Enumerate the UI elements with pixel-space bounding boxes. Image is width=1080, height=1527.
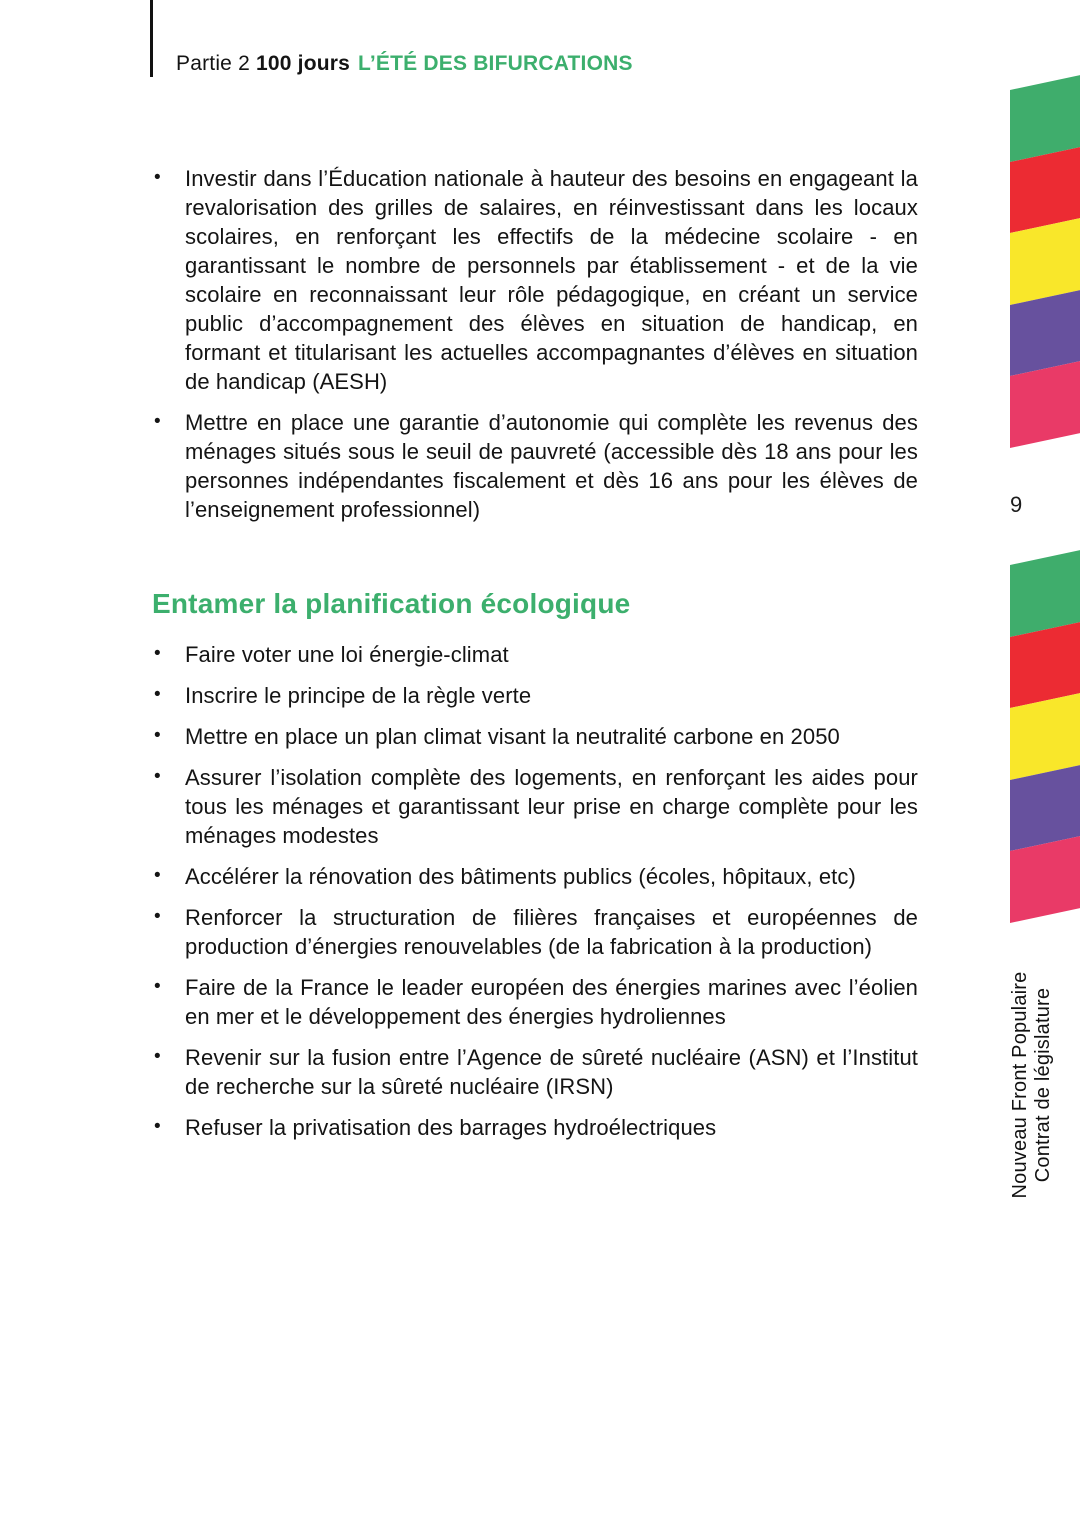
list-item: • Revenir sur la fusion entre l’Agence de sûreté nucléaire (ASN) et l’Institut de recherche sur la sûreté nucléaire (IRSN): [152, 1043, 918, 1101]
list-item: • Mettre en place une garantie d’autonomie qui complète les revenus des ménages situés sous le seuil de pauvreté (accessible dès 18 ans pour les personnes indépendantes fiscalement et dès 16 ans pour les élèves de l’enseignement professionnel): [152, 408, 918, 524]
flag-ribbon-top: [1010, 75, 1080, 448]
list-item: • Accélérer la rénovation des bâtiments publics (écoles, hôpitaux, etc): [152, 862, 918, 891]
header-part-label: Partie 2: [176, 52, 250, 75]
intro-bullet-list: [152, 164, 918, 524]
list-item: • Faire de la France le leader européen des énergies marines avec l’éolien en mer et le développement des énergies hydroliennes: [152, 973, 918, 1031]
page-header: [176, 52, 633, 76]
vertical-title-line2: Contrat de législature: [1032, 987, 1054, 1183]
list-item: • Mettre en place un plan climat visant la neutralité carbone en 2050: [152, 722, 918, 751]
header-rule: [150, 0, 153, 77]
ribbon-band-pink: [1010, 836, 1080, 922]
list-item: • Renforcer la structuration de filières françaises et européennes de production d’énergies renouvelables (de la fabrication à la production): [152, 903, 918, 961]
main-content: [152, 164, 918, 1154]
page-number: 9: [1010, 492, 1023, 517]
vertical-title-line1: Nouveau Front Populaire: [1009, 971, 1031, 1199]
list-item: • Refuser la privatisation des barrages hydroélectriques: [152, 1113, 918, 1142]
flag-ribbon-middle: [1010, 550, 1080, 923]
section-heading: Entamer la planification écologique: [152, 588, 631, 619]
list-item: • Investir dans l’Éducation nationale à hauteur des besoins en engageant la revalorisation des grilles de salaires, en réinvestissant dans les locaux scolaires, en renforçant les effectifs de la médecine scolaire - en garantissant le nombre de personnels par établissement - et de la vie scolaire en reconnaissant leur rôle pédagogique, en créant un service public d’accompagnement des élèves en situation de handicap, en formant et titularisant les actuelles accompagnantes d’élèves en situation de handicap (AESH): [152, 164, 918, 396]
ribbon-band-pink: [1010, 361, 1080, 447]
list-item: • Inscrire le principe de la règle verte: [152, 681, 918, 710]
header-section-title: L’ÉTÉ DES BIFURCATIONS: [358, 52, 633, 75]
document-vertical-title: [1009, 945, 1055, 1225]
header-part-number: 100 jours: [255, 52, 350, 75]
list-item: • Assurer l’isolation complète des logements, en renforçant les aides pour tous les ménages et garantissant leur prise en charge complète pour les ménages modestes: [152, 763, 918, 850]
list-item: • Faire voter une loi énergie-climat: [152, 640, 918, 669]
section-bullet-list: [152, 640, 918, 1142]
